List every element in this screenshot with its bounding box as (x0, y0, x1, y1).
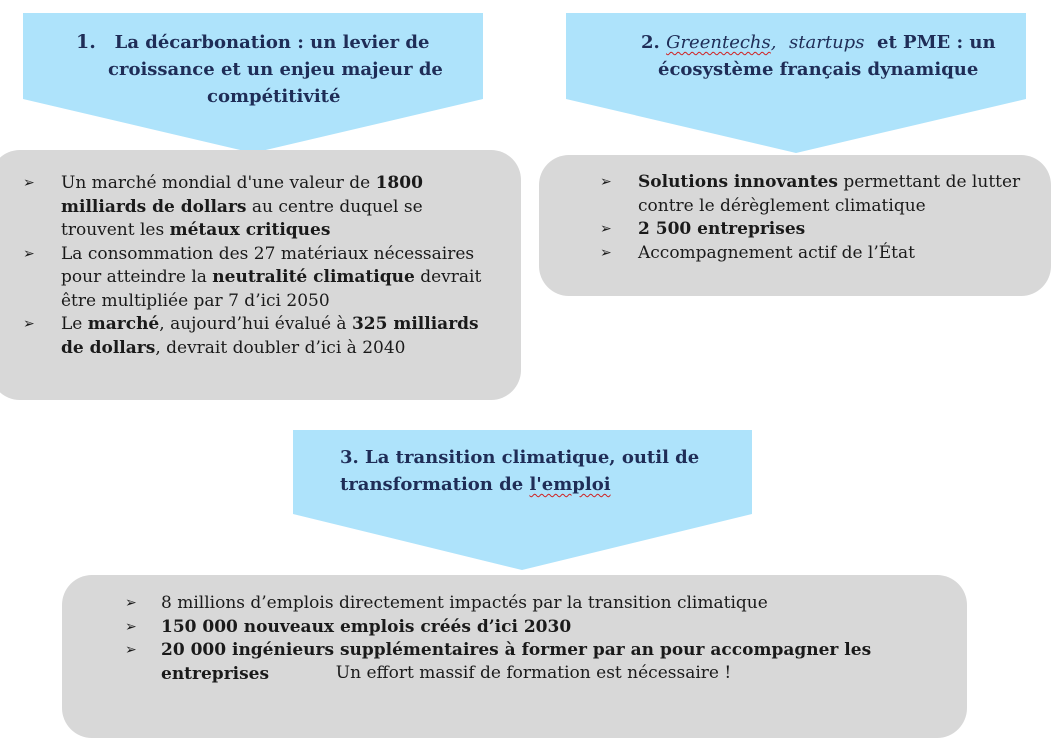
list-item: ➢ 2 500 entreprises (638, 218, 1038, 242)
list-item: ➢ La consommation des 27 matériaux nécessaires pour atteindre la neutralité climatique devrait être multipliée par 7 d’ici 2050 (23, 243, 482, 311)
arrow-bullet-icon: ➢ (23, 316, 35, 332)
arrow-bullet-icon: ➢ (125, 595, 137, 611)
arrow-bullet-icon: ➢ (125, 642, 137, 658)
list-item: ➢ Solutions innovantes permettant de lutter contre le dérèglement climatique (600, 172, 1021, 216)
list-item: ➢ 150 000 nouveaux emplois créés d’ici 2030 (161, 616, 951, 640)
arrow-bullet-icon: ➢ (600, 221, 612, 237)
section1-number: 1. (76, 31, 96, 53)
arrow-bullet-icon: ➢ (600, 174, 612, 190)
list-item: ➢ Le marché, aujourd’hui évalué à 325 milliards de dollars, devrait doubler d’ici à 2040 (23, 314, 479, 358)
section2-title: 2. Greentechs, startups et PME : un écosystème français dynamique (641, 32, 996, 80)
arrow-bullet-icon: ➢ (23, 175, 35, 191)
list-item: ➢ 8 millions d’emplois directement impactés par la transition climatique (161, 592, 951, 616)
list-item: ➢ Un marché mondial d'une valeur de 1800 milliards de dollars au centre duquel se trouvent les métaux critiques (23, 173, 423, 240)
arrow-bullet-icon: ➢ (125, 618, 137, 635)
section1-bullet-list (23, 172, 511, 360)
arrow-bullet-icon: ➢ (23, 245, 35, 262)
list-item: ➢ Accompagnement actif de l’État (638, 242, 1038, 266)
section1-title: 1. La décarbonation : un levier de croissance et un enjeu majeur de compétitivité (76, 31, 443, 107)
section2-bullet-list (600, 171, 1038, 265)
section3-conclusion: Un effort massif de formation est nécessaire ! (335, 663, 732, 683)
list-item: ➢ 20 000 ingénieurs supplémentaires à former par an pour accompagner les entreprises (125, 640, 872, 684)
section3-title: 3. La transition climatique, outil de transformation de l'emploi (340, 447, 700, 495)
arrow-bullet-icon: ➢ (600, 244, 612, 261)
